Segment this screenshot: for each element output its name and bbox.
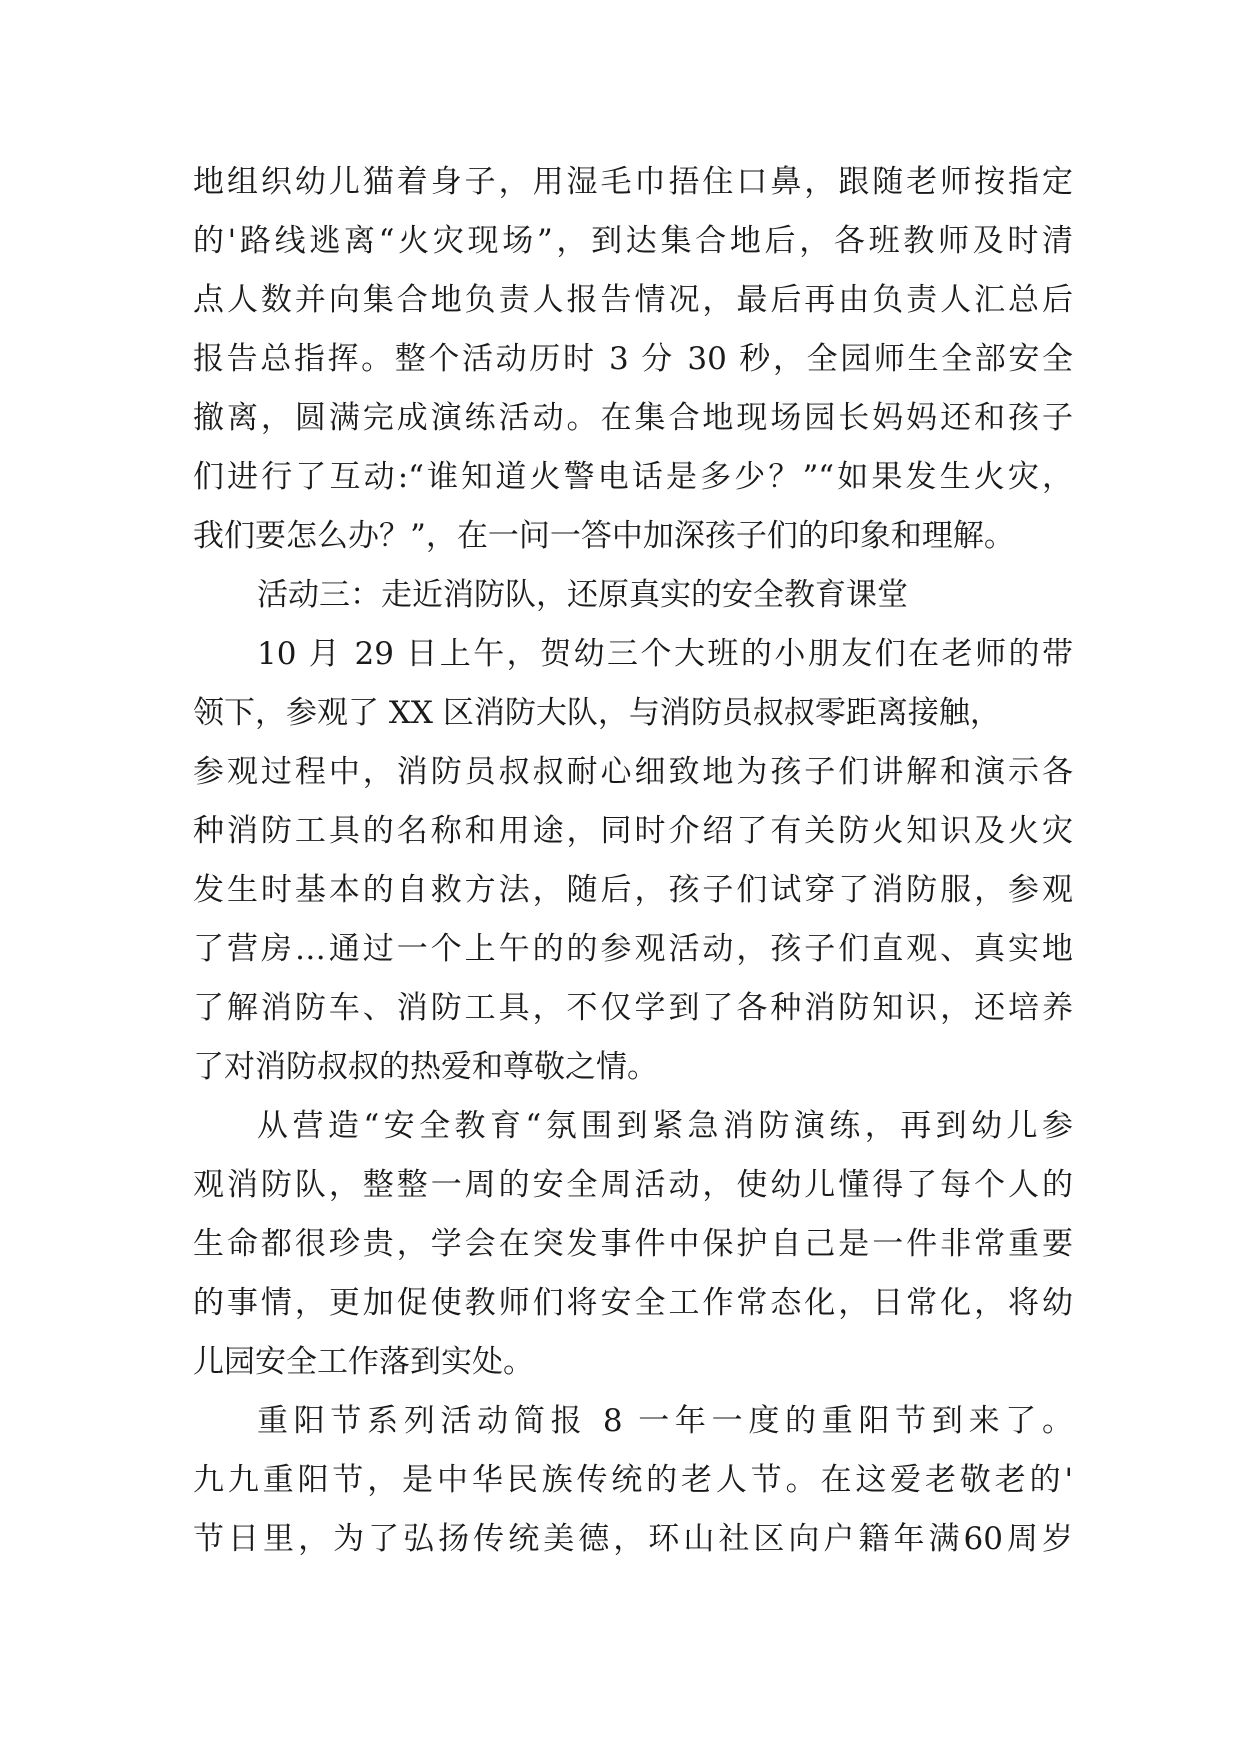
text-line: 种消防工具的名称和用途，同时介绍了有关防火知识及火灾 xyxy=(193,813,1073,849)
text-line: 们进行了互动:“谁知道火警电话是多少？”“如果发生火灾， xyxy=(193,459,1073,495)
text-line: 的事情，更加促使教师们将安全工作常态化，日常化，将幼 xyxy=(193,1285,1073,1321)
text-line: 参观过程中，消防员叔叔耐心细致地为孩子们讲解和演示各 xyxy=(193,754,1073,790)
text-line: 重阳节系列活动简报 8 一年一度的重阳节到来了。 xyxy=(257,1403,1073,1439)
text-line: 从营造“安全教育“氛围到紧急消防演练，再到幼儿参 xyxy=(257,1108,1073,1144)
text-line: 报告总指挥。整个活动历时 3 分 30 秒，全园师生全部安全 xyxy=(193,341,1073,377)
section-heading: 活动三：走近消防队，还原真实的安全教育课堂 xyxy=(257,577,908,613)
text-line: 点人数并向集合地负责人报告情况，最后再由负责人汇总后 xyxy=(193,282,1073,318)
body-text xyxy=(193,153,1073,1569)
text-line: 领下，参观了 XX 区消防大队，与消防员叔叔零距离接触， xyxy=(193,695,1001,731)
text-line: 撤离，圆满完成演练活动。在集合地现场园长妈妈还和孩子 xyxy=(193,400,1073,436)
text-line: 观消防队，整整一周的安全周活动，使幼儿懂得了每个人的 xyxy=(193,1167,1073,1203)
text-line: 地组织幼儿猫着身子，用湿毛巾捂住口鼻，跟随老师按指定 xyxy=(193,164,1073,200)
text-line: 了营房…通过一个上午的的参观活动，孩子们直观、真实地 xyxy=(193,931,1073,967)
text-line: 生命都很珍贵，学会在突发事件中保护自己是一件非常重要 xyxy=(193,1226,1073,1262)
text-line: 我们要怎么办？”，在一问一答中加深孩子们的印象和理解。 xyxy=(193,518,1015,554)
text-line: 儿园安全工作落到实处。 xyxy=(193,1344,534,1380)
text-line: 发生时基本的自救方法，随后，孩子们试穿了消防服，参观 xyxy=(193,872,1073,908)
text-line: 10 月 29 日上午，贺幼三个大班的小朋友们在老师的带 xyxy=(257,636,1073,672)
text-line: 的'路线逃离“火灾现场”，到达集合地后，各班教师及时清 xyxy=(193,223,1073,259)
text-line: 了解消防车、消防工具，不仅学到了各种消防知识，还培养 xyxy=(193,990,1073,1026)
text-line: 节日里，为了弘扬传统美德，环山社区向户籍年满60周岁 xyxy=(193,1521,1073,1557)
text-line: 了对消防叔叔的热爱和尊敬之情。 xyxy=(193,1049,658,1085)
text-line: 九九重阳节，是中华民族传统的老人节。在这爱老敬老的' xyxy=(193,1462,1073,1498)
